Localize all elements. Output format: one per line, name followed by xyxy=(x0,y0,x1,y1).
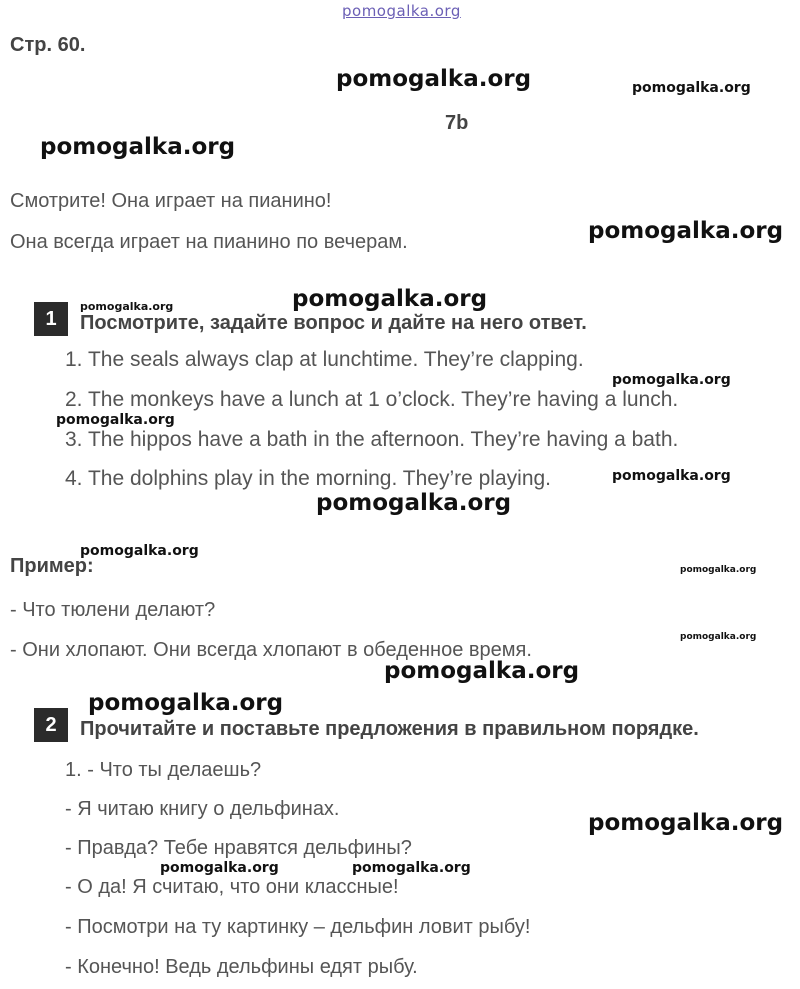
exercise-2-item: - О да! Я считаю, что они классные! xyxy=(65,876,399,898)
exercise-2-item: - Посмотри на ту картинку – дельфин ловит рыбу! xyxy=(65,916,531,938)
exercise-1-item: 1. The seals always clap at lunchtime. They’re clapping. xyxy=(65,348,584,371)
watermark: pomogalka.org xyxy=(612,468,731,484)
watermark: pomogalka.org xyxy=(384,658,580,684)
top-watermark: pomogalka.org xyxy=(342,2,461,20)
watermark: pomogalka.org xyxy=(80,300,174,313)
exercise-1-task: Посмотрите, задайте вопрос и дайте на него ответ. xyxy=(80,312,587,334)
exercise-2-task: Прочитайте и поставьте предложения в правильном порядке. xyxy=(80,718,699,740)
watermark: pomogalka.org xyxy=(80,543,199,559)
intro-line-1: Смотрите! Она играет на пианино! xyxy=(10,190,332,212)
page-reference: Стр. 60. xyxy=(10,34,86,56)
watermark: pomogalka.org xyxy=(680,632,757,642)
intro-line-2: Она всегда играет на пианино по вечерам. xyxy=(10,231,408,253)
watermark: pomogalka.org xyxy=(352,860,471,876)
exercise-1-item: 3. The hippos have a bath in the afternoon. They’re having a bath. xyxy=(65,428,679,451)
watermark: pomogalka.org xyxy=(588,810,784,836)
watermark: pomogalka.org xyxy=(336,66,532,92)
exercise-2-number: 2 xyxy=(34,708,68,742)
example-line: - Они хлопают. Они всегда хлопают в обеденное время. xyxy=(10,639,532,661)
exercise-2-item: - Я читаю книгу о дельфинах. xyxy=(65,798,340,820)
watermark: pomogalka.org xyxy=(316,490,512,516)
watermark: pomogalka.org xyxy=(632,80,751,96)
watermark: pomogalka.org xyxy=(160,860,279,876)
example-label: Пример: xyxy=(10,555,94,577)
watermark: pomogalka.org xyxy=(292,286,488,312)
exercise-1-number: 1 xyxy=(34,302,68,336)
watermark: pomogalka.org xyxy=(612,372,731,388)
section-code: 7b xyxy=(445,112,469,134)
exercise-2-item: 1. - Что ты делаешь? xyxy=(65,759,262,781)
watermark: pomogalka.org xyxy=(588,218,784,244)
example-line: - Что тюлени делают? xyxy=(10,599,216,621)
watermark: pomogalka.org xyxy=(40,134,236,160)
exercise-2-item: - Правда? Тебе нравятся дельфины? xyxy=(65,837,412,859)
watermark: pomogalka.org xyxy=(56,412,175,428)
exercise-2-item: - Конечно! Ведь дельфины едят рыбу. xyxy=(65,956,418,978)
exercise-1-item: 2. The monkeys have a lunch at 1 o’clock. They’re having a lunch. xyxy=(65,388,679,411)
exercise-1-item: 4. The dolphins play in the morning. They’re playing. xyxy=(65,467,552,490)
watermark: pomogalka.org xyxy=(680,565,757,575)
watermark: pomogalka.org xyxy=(88,690,284,716)
